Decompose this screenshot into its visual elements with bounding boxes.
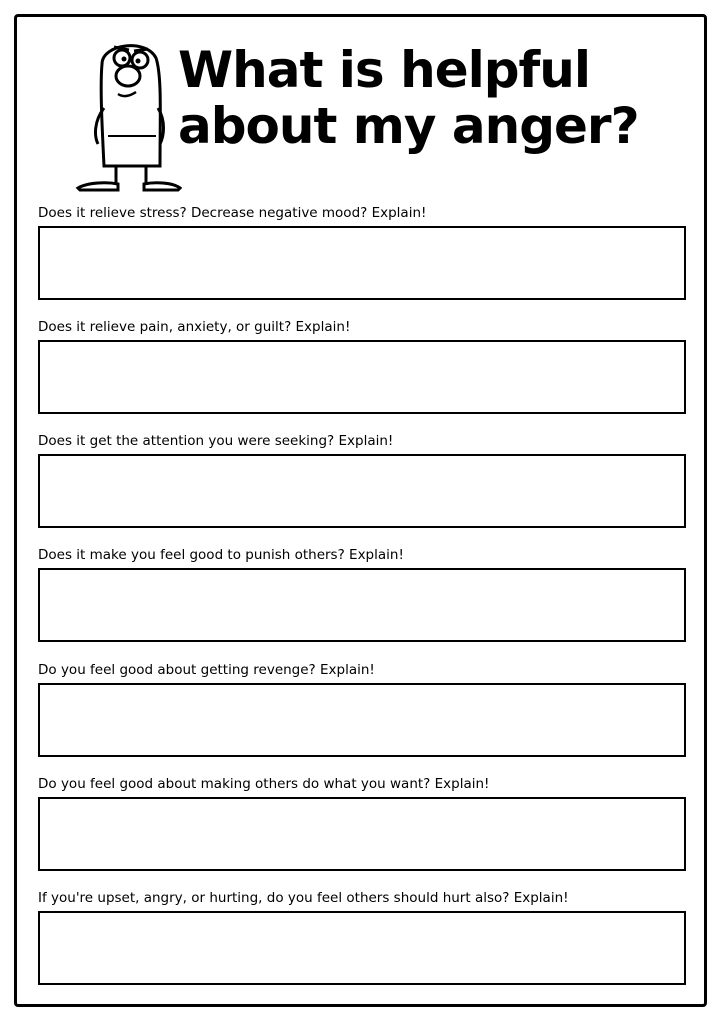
question-label-1: Does it relieve stress? Decrease negative mood? Explain! [38, 205, 427, 221]
question-label-6: Do you feel good about making others do what you want? Explain! [38, 776, 490, 792]
question-label-5: Do you feel good about getting revenge? Explain! [38, 662, 375, 678]
title-line-2: about my anger? [178, 97, 639, 155]
answer-box-1[interactable] [38, 226, 686, 300]
answer-box-3[interactable] [38, 454, 686, 528]
title-line-1: What is helpful [178, 41, 591, 99]
answer-box-5[interactable] [38, 683, 686, 757]
answer-box-6[interactable] [38, 797, 686, 871]
worksheet-title [178, 42, 639, 154]
question-label-7: If you're upset, angry, or hurting, do you feel others should hurt also? Explain! [38, 890, 569, 906]
answer-box-7[interactable] [38, 911, 686, 985]
answer-box-2[interactable] [38, 340, 686, 414]
cartoon-character-icon [74, 36, 186, 194]
answer-box-4[interactable] [38, 568, 686, 642]
question-label-3: Does it get the attention you were seeking? Explain! [38, 433, 394, 449]
question-label-4: Does it make you feel good to punish others? Explain! [38, 547, 404, 563]
question-label-2: Does it relieve pain, anxiety, or guilt? Explain! [38, 319, 351, 335]
